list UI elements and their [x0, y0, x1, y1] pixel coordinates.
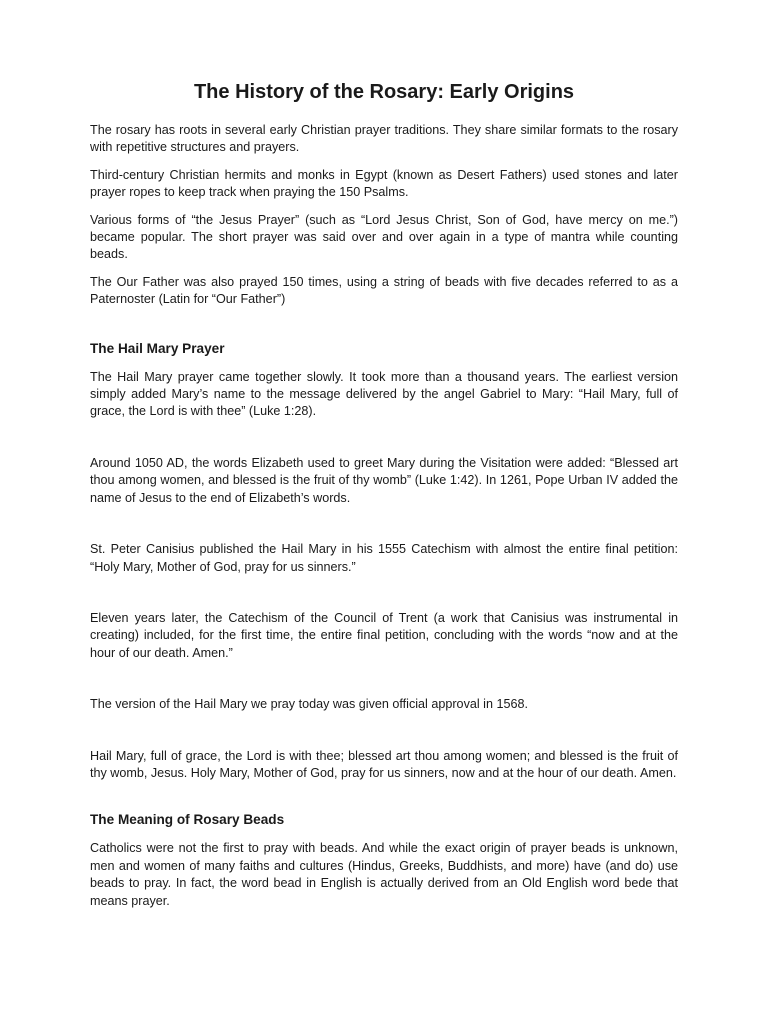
rosary-beads-heading: The Meaning of Rosary Beads [90, 812, 285, 828]
intro-paragraph-4: The Our Father was also prayed 150 times, using a string of beads with five decades referred to as a Paternoster (Latin for “Our Father”) [90, 274, 678, 307]
hail-mary-prayer-text: Hail Mary, full of grace, the Lord is with thee; blessed art thou among women; and blessed is the fruit of thy womb, Jesus. Holy Mary, Mother of God, pray for us sinners, now and at the hour of our death. Amen. [90, 748, 678, 780]
document-title: The History of the Rosary: Early Origins [193, 81, 575, 103]
intro-paragraph-3: Various forms of “the Jesus Prayer” (such as “Lord Jesus Christ, Son of God, have mercy on me.”) became popular. The short prayer was said over and over again in a type of mantra while counting beads. [90, 212, 678, 262]
hail-mary-paragraph-3: St. Peter Canisius published the Hail Mary in his 1555 Catechism with almost the entire final petition: “Holy Mary, Mother of God, pray for us sinners.” [90, 542, 678, 574]
document-page [90, 78, 678, 920]
hail-mary-paragraph-5: The version of the Hail Mary we pray today was given official approval in 1568. [90, 697, 528, 712]
hail-mary-paragraph-1: The Hail Mary prayer came together slowly. It took more than a thousand years. The earliest version simply added Mary’s name to the message delivered by the angel Gabriel to Mary: “Hail Mary, full of grace, the Lord is with thee” (Luke 1:28). [90, 369, 678, 419]
hail-mary-heading: The Hail Mary Prayer [90, 340, 225, 356]
intro-paragraph-2: Third-century Christian hermits and monks in Egypt (known as Desert Fathers) used stones and later prayer ropes to keep track when praying the 150 Psalms. [90, 167, 678, 200]
hail-mary-paragraph-4: Eleven years later, the Catechism of the Council of Trent (a work that Canisius was instrumental in creating) included, for the first time, the entire final petition, concluding with the words “now and at the hour of our death. Amen.” [90, 610, 678, 660]
intro-paragraph-1: The rosary has roots in several early Christian prayer traditions. They share similar formats to the rosary with repetitive structures and prayers. [90, 123, 678, 155]
hail-mary-paragraph-2: Around 1050 AD, the words Elizabeth used to greet Mary during the Visitation were added: “Blessed art thou among women, and blessed is the fruit of thy womb” (Luke 1:42). In 1261, Pope Urban IV added the name of Jesus to the end of Elizabeth’s words. [90, 455, 678, 505]
rosary-beads-paragraph-1: Catholics were not the first to pray with beads. And while the exact origin of prayer beads is unknown, men and women of many faiths and cultures (Hindus, Greeks, Buddhists, and more) have (and do) use beads to pray. In fact, the word bead in English is actually derived from an Old English word bede that means prayer. [90, 841, 678, 908]
